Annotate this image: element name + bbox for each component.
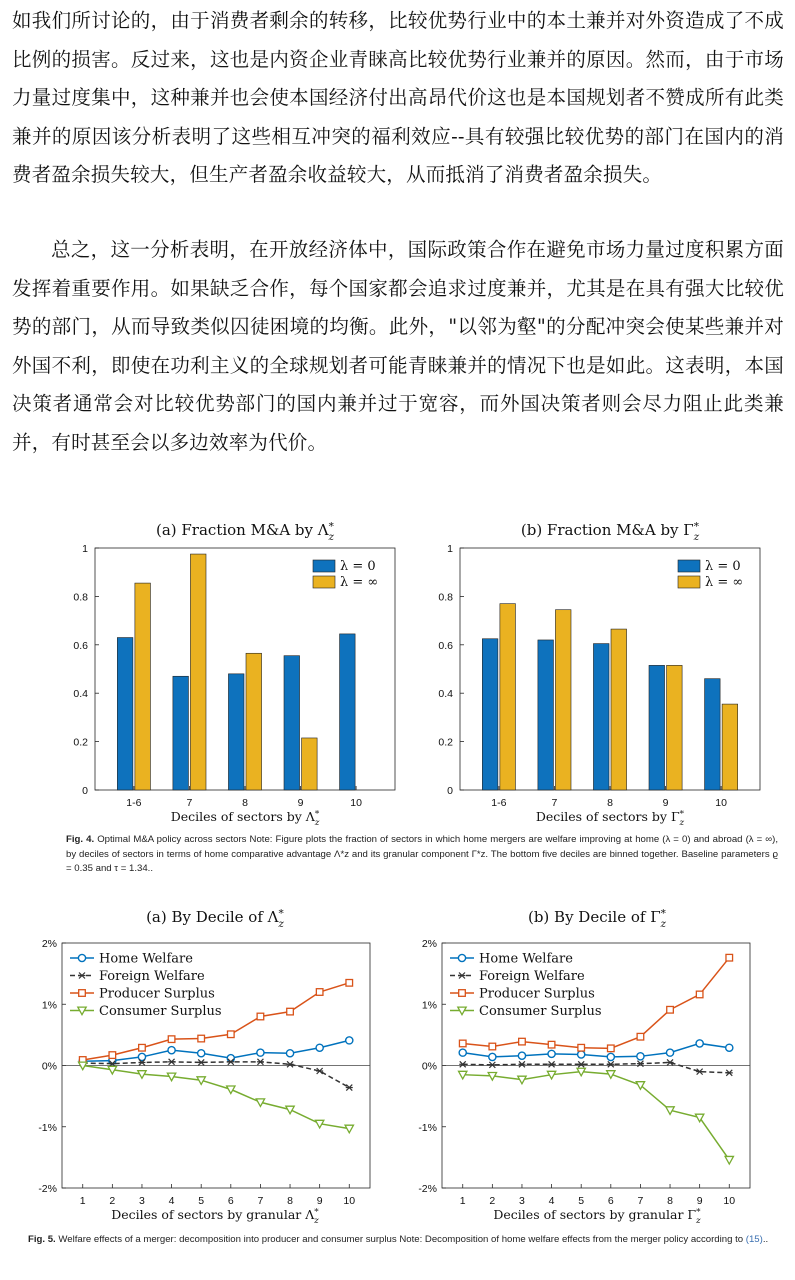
point-home-welfare <box>578 1051 585 1058</box>
x-tick-label: 7 <box>637 1195 644 1207</box>
x-tick-label: 3 <box>139 1195 145 1207</box>
y-tick-label: 2% <box>421 938 437 950</box>
y-tick-label: 0.2 <box>438 736 453 749</box>
point-producer-surplus <box>608 1045 615 1052</box>
x-axis-label: Deciles of sectors by Γ* z <box>535 809 685 828</box>
point-home-welfare <box>459 1049 466 1056</box>
x-tick-label: 5 <box>198 1195 205 1207</box>
figure-5-caption-label: Fig. 5. <box>28 1234 56 1245</box>
legend-label: Foreign Welfare <box>479 969 585 984</box>
x-tick-label: 10 <box>715 797 727 809</box>
point-consumer-surplus <box>345 1125 353 1133</box>
y-tick-label: 0.4 <box>73 688 88 701</box>
x-tick-label: 7 <box>551 797 558 809</box>
y-tick-label: -1% <box>38 1121 57 1134</box>
point-producer-surplus <box>346 980 353 987</box>
point-home-welfare <box>227 1055 234 1062</box>
legend-swatch <box>678 560 700 572</box>
bar-lambda-inf <box>722 704 738 790</box>
legend-label: λ = ∞ <box>340 575 379 590</box>
point-consumer-surplus <box>518 1076 526 1084</box>
x-tick-label: 8 <box>287 1195 293 1207</box>
bar-lambda-0 <box>284 656 300 790</box>
y-tick-label: -2% <box>38 1183 57 1195</box>
point-producer-surplus <box>519 1038 526 1045</box>
y-tick-label: 0 <box>447 785 453 797</box>
point-producer-surplus <box>168 1036 175 1043</box>
x-tick-label: 1 <box>459 1195 466 1207</box>
point-producer-surplus <box>139 1044 146 1051</box>
x-tick-label: 7 <box>257 1195 264 1207</box>
figure-4-caption-text: Optimal M&A policy across sectors Note: Figure plots the fraction of sectors in which home mergers are welfare improving at home (λ = 0) and abroad (λ = ∞), by deciles of sectors in terms of home comparative advantage Λ*z and its granular component Γ*z. The bottom five deciles are binned together. Baseline parameters ϱ = 0.35 and τ = 1.34.. <box>66 834 779 874</box>
point-foreign-welfare <box>578 1061 585 1067</box>
point-producer-surplus <box>489 1043 496 1050</box>
bar-lambda-0 <box>340 634 356 790</box>
point-foreign-welfare <box>257 1059 264 1065</box>
bar-lambda-inf <box>667 665 683 790</box>
point-home-welfare <box>198 1050 205 1057</box>
x-tick-label: 10 <box>343 1195 356 1207</box>
bar-lambda-0 <box>705 679 721 790</box>
point-producer-surplus <box>287 1008 294 1015</box>
figure-5-caption-end: .. <box>762 1234 769 1245</box>
bar-lambda-0 <box>228 674 244 790</box>
point-producer-surplus <box>667 1006 674 1013</box>
line-chart-b <box>418 907 750 1226</box>
x-tick-label: 8 <box>667 1195 673 1207</box>
y-tick-label: 0% <box>41 1060 57 1073</box>
y-tick-label: 0.4 <box>438 688 453 701</box>
point-consumer-surplus <box>227 1086 235 1094</box>
point-producer-surplus <box>459 1040 466 1047</box>
chart-title: (b) Fraction M&A by Γ* z <box>520 520 700 543</box>
point-foreign-welfare <box>696 1069 703 1075</box>
point-foreign-welfare <box>168 1059 175 1065</box>
equation-reference-link[interactable]: (15) <box>745 1234 763 1245</box>
legend-label: Producer Surplus <box>99 986 215 1002</box>
x-tick-label: 8 <box>242 797 248 809</box>
body-paragraph-1: 如我们所讨论的，由于消费者剩余的转移，比较优势行业中的本土兼并对外资造成了不成比例的损害。反过来，这也是内资企业青睐高比较优势行业兼并的原因。然而，由于市场力量过度集中，这种兼并也会使本国经济付出高昂代价这也是本国规划者不赞成所有此类兼并的原因该分析表明了这些相互冲突的福利效应--具有较强比较优势的部门在国内的消费者盈余损失较大，但生产者盈余收益较大，从而抵消了消费者盈余损失。 <box>12 9 784 186</box>
y-tick-label: 0.8 <box>73 591 88 604</box>
y-tick-label: -1% <box>418 1121 437 1134</box>
chart-title: (b) By Decile of Γ* z <box>527 907 667 930</box>
point-foreign-welfare <box>489 1062 496 1068</box>
point-foreign-welfare <box>346 1085 353 1091</box>
point-foreign-welfare <box>667 1059 674 1065</box>
point-home-welfare <box>607 1053 614 1060</box>
x-tick-label: 2 <box>489 1195 496 1207</box>
point-producer-surplus <box>726 954 733 961</box>
x-tick-label: 9 <box>297 797 304 809</box>
x-tick-label: 9 <box>316 1195 323 1207</box>
point-home-welfare <box>168 1047 175 1054</box>
point-producer-surplus <box>637 1033 644 1040</box>
point-consumer-surplus <box>286 1106 294 1114</box>
legend-label: Home Welfare <box>99 951 193 967</box>
y-tick-label: 0% <box>421 1060 437 1073</box>
y-tick-label: 0.6 <box>438 639 453 652</box>
point-producer-surplus <box>696 991 703 998</box>
point-home-welfare <box>257 1049 264 1056</box>
figure-5 <box>0 900 795 1230</box>
x-tick-label: 8 <box>607 797 613 809</box>
bar-lambda-inf <box>302 738 318 790</box>
point-home-welfare <box>548 1050 555 1057</box>
bar-lambda-0 <box>593 644 609 790</box>
point-foreign-welfare <box>198 1059 205 1065</box>
point-home-welfare <box>489 1053 496 1060</box>
legend-swatch <box>313 560 335 572</box>
figure-4 <box>0 510 795 830</box>
point-foreign-welfare <box>518 1061 525 1067</box>
point-producer-surplus <box>198 1035 205 1042</box>
y-tick-label: 0.8 <box>438 591 453 604</box>
x-axis-label: Deciles of sectors by Λ* z <box>170 809 320 828</box>
figure-4-caption <box>66 833 778 877</box>
x-tick-label: 9 <box>662 797 669 809</box>
x-axis-label: Deciles of sectors by granular Γ* z <box>493 1207 701 1226</box>
bar-lambda-inf <box>135 583 151 790</box>
point-consumer-surplus <box>725 1156 733 1164</box>
point-foreign-welfare <box>548 1061 555 1067</box>
point-foreign-welfare <box>607 1061 614 1067</box>
y-tick-label: -2% <box>418 1183 437 1195</box>
figure-4-caption-label: Fig. 4. <box>66 834 95 845</box>
point-producer-surplus <box>257 1013 264 1020</box>
series-line-consumer-surplus <box>83 1066 350 1129</box>
bar-chart-a <box>73 520 395 828</box>
legend-marker-producer-surplus <box>79 990 86 997</box>
x-tick-label: 1-6 <box>491 797 507 809</box>
figure-5-caption-text: Welfare effects of a merger: decomposition into producer and consumer surplus Note: Decomposition of home welfare effects from the merger policy according to <box>58 1234 744 1245</box>
bar-lambda-inf <box>555 610 571 790</box>
point-home-welfare <box>346 1037 353 1044</box>
bar-lambda-inf <box>611 629 627 790</box>
legend-marker-foreign-welfare <box>79 973 86 979</box>
legend-label: Home Welfare <box>479 951 573 967</box>
x-tick-label: 10 <box>723 1195 736 1207</box>
x-tick-label: 10 <box>350 797 362 809</box>
figure-5-caption <box>28 1233 778 1248</box>
bar-lambda-0 <box>482 639 498 790</box>
point-foreign-welfare <box>726 1070 733 1076</box>
series-line-consumer-surplus <box>463 1072 730 1160</box>
point-foreign-welfare <box>316 1068 323 1074</box>
legend-swatch <box>678 576 700 588</box>
y-tick-label: 2% <box>41 938 57 950</box>
figure-5-charts <box>0 900 795 1230</box>
legend-label: Foreign Welfare <box>99 969 205 984</box>
x-tick-label: 4 <box>548 1195 555 1207</box>
legend-marker-foreign-welfare <box>459 973 466 979</box>
line-chart-a <box>38 907 370 1226</box>
bar-lambda-0 <box>538 640 554 790</box>
legend-swatch <box>313 576 335 588</box>
point-producer-surplus <box>109 1052 116 1059</box>
legend-label: λ = ∞ <box>705 575 744 590</box>
legend-marker-producer-surplus <box>459 990 466 997</box>
legend-label: λ = 0 <box>340 559 376 574</box>
y-tick-label: 1% <box>41 999 57 1012</box>
point-home-welfare <box>518 1052 525 1059</box>
x-tick-label: 2 <box>109 1195 116 1207</box>
point-producer-surplus <box>548 1041 555 1048</box>
x-tick-label: 6 <box>227 1195 234 1207</box>
x-tick-label: 9 <box>696 1195 703 1207</box>
bar-lambda-0 <box>649 665 665 790</box>
legend-marker-home-welfare <box>458 954 465 961</box>
series-line-home-welfare <box>83 1040 350 1061</box>
legend-label: Producer Surplus <box>479 986 595 1002</box>
legend-marker-home-welfare <box>78 954 85 961</box>
point-home-welfare <box>666 1049 673 1056</box>
bar-lambda-inf <box>190 554 206 790</box>
x-tick-label: 7 <box>186 797 193 809</box>
chart-title: (a) By Decile of Λ* z <box>146 907 284 930</box>
y-tick-label: 1 <box>82 543 88 555</box>
point-foreign-welfare <box>459 1061 466 1067</box>
point-producer-surplus <box>228 1031 235 1038</box>
legend-label: Consumer Surplus <box>479 1004 602 1019</box>
x-tick-label: 6 <box>607 1195 614 1207</box>
point-foreign-welfare <box>287 1061 294 1067</box>
chart-title: (a) Fraction M&A by Λ* z <box>155 520 335 543</box>
x-tick-label: 5 <box>578 1195 585 1207</box>
point-home-welfare <box>696 1040 703 1047</box>
x-axis-label: Deciles of sectors by granular Λ* z <box>111 1207 319 1226</box>
bar-lambda-inf <box>246 653 262 790</box>
bar-lambda-inf <box>500 604 516 790</box>
bar-chart-b <box>438 520 760 828</box>
x-tick-label: 1-6 <box>126 797 142 809</box>
legend-label: Consumer Surplus <box>99 1004 222 1019</box>
y-tick-label: 0 <box>82 785 88 797</box>
point-home-welfare <box>316 1044 323 1051</box>
y-tick-label: 1% <box>421 999 437 1012</box>
x-tick-label: 1 <box>79 1195 86 1207</box>
point-home-welfare <box>637 1053 644 1060</box>
point-home-welfare <box>726 1044 733 1051</box>
figure-4-charts <box>0 510 795 830</box>
bar-lambda-0 <box>117 638 133 790</box>
y-tick-label: 0.2 <box>73 736 88 749</box>
legend-label: λ = 0 <box>705 559 741 574</box>
point-home-welfare <box>286 1050 293 1057</box>
x-tick-label: 4 <box>168 1195 175 1207</box>
body-paragraph-2: 总之，这一分析表明，在开放经济体中，国际政策合作在避免市场力量过度积累方面发挥着重要作用。如果缺乏合作，每个国家都会追求过度兼并，尤其是在具有强大比较优势的部门，从而导致类似囚徒困境的均衡。此外，"以邻为壑"的分配冲突会使某些兼并对外国不利，即使在功利主义的全球规划者可能青睐兼并的情况下也是如此。这表明，本国决策者通常会对比较优势部门的国内兼并过于宽容，而外国决策者则会尽力阻止此类兼并，有时甚至会以多边效率为代价。 <box>12 238 784 454</box>
point-producer-surplus <box>578 1044 585 1051</box>
y-tick-label: 0.6 <box>73 639 88 652</box>
x-tick-label: 3 <box>519 1195 525 1207</box>
point-producer-surplus <box>316 989 323 996</box>
bar-lambda-0 <box>173 676 189 790</box>
y-tick-label: 1 <box>447 543 453 555</box>
series-line-foreign-welfare <box>463 1062 730 1072</box>
